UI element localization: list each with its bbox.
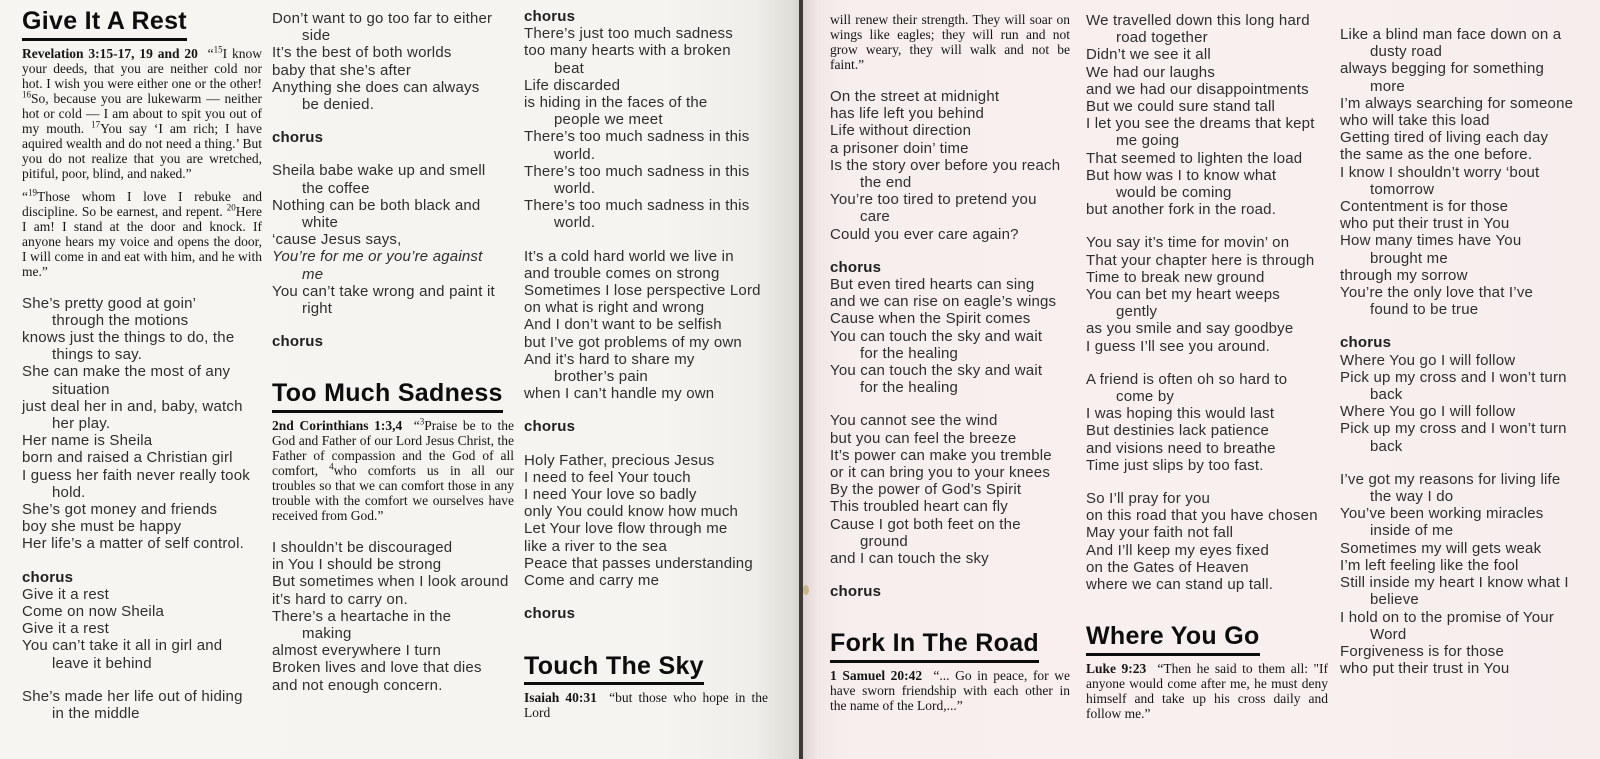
lyric-line: who put their trust in You: [1340, 660, 1510, 678]
lyric-line: on the Gates of Heaven: [1086, 558, 1249, 576]
lyric-line: I was hoping this would last: [1086, 405, 1275, 423]
song-title: [272, 380, 514, 413]
stanza: [272, 539, 514, 694]
lyric-line: Contentment is for those: [1340, 198, 1509, 216]
stanza: [22, 688, 262, 722]
lyric-line: hold.: [52, 483, 86, 501]
lyric-line: and visions need to breathe: [1086, 439, 1276, 457]
lyric-line: Cause when the Spirit comes: [830, 310, 1031, 328]
lyric-line: Don’t want to go too far to either: [272, 10, 493, 27]
lyric-line: world.: [554, 214, 596, 232]
stanza: [1340, 471, 1590, 677]
scripture-paragraph: [1086, 661, 1328, 721]
chorus-label: chorus: [1340, 334, 1392, 352]
scripture-reference: 2nd Corinthians 1:3,4: [272, 417, 403, 433]
page-fold-gutter: [799, 0, 803, 759]
lyric-line: through my sorrow: [1340, 266, 1468, 284]
lyric-line: believe: [1370, 591, 1419, 609]
lyric-line: You can’t take it all in girl and: [22, 637, 223, 655]
lyric-line: or it can bring you to your knees: [830, 464, 1051, 482]
stanza: [524, 25, 768, 231]
stanza: [1086, 371, 1328, 474]
chorus-label: chorus: [524, 605, 576, 623]
lyric-line: the end: [860, 174, 912, 192]
lyric-line: Where You go I will follow: [1340, 351, 1516, 369]
lyric-line: So I’ll pray for you: [1086, 490, 1211, 508]
lyric-line: dusty road: [1370, 43, 1443, 61]
lyrics-column-5: [1086, 12, 1328, 729]
song-title-text: Too Much Sadness: [272, 380, 503, 413]
lyric-line: for the healing: [860, 379, 959, 397]
lyric-line: I’m left feeling like the fool: [1340, 556, 1519, 574]
scripture-text: “$^{15}$I know your deeds, that you are neither cold nor hot. I wish you were either one or the other! $^{16}$So, because you are lukewarm — neither hot or cold — I am about to spit you out of my mouth. $^{17}$You say ‘I am rich; I have aquired wealth and do not need a thing.’ But you do not realize that you are wretched, pitiful, poor, blind, and naked.”: [22, 44, 262, 181]
lyric-line: as you smile and say goodbye: [1086, 320, 1294, 338]
lyric-line: when I can’t handle my own: [524, 385, 715, 403]
lyric-line: Getting tired of living each day: [1340, 129, 1549, 147]
lyric-line: I need to feel Your touch: [524, 468, 691, 486]
lyric-line: inside of me: [1370, 522, 1454, 540]
scripture-text: “... Go in peace, for we have sworn friendship with each other in the name of the Lord,...”: [830, 667, 1071, 713]
chorus-label: chorus: [524, 8, 576, 25]
lyric-line: But how was I to know what: [1086, 166, 1277, 184]
lyric-line: She’s got money and friends: [22, 500, 218, 518]
lyric-line: but another fork in the road.: [1086, 201, 1277, 219]
lyric-line: It’s a cold hard world we live in: [524, 247, 734, 265]
scripture-reference: 1 Samuel 20:42: [830, 667, 923, 683]
lyric-line: There’s too much sadness in this: [524, 197, 750, 215]
lyric-line: almost everywhere I turn: [272, 642, 442, 660]
lyric-line: This troubled heart can fly: [830, 498, 1008, 516]
song-title-text: Give It A Rest: [22, 8, 187, 41]
lyric-line: But we could sure stand tall: [1086, 98, 1276, 116]
lyric-line: Anything she does can always: [272, 78, 480, 96]
stanza: [22, 586, 262, 672]
stanza: [830, 88, 1070, 243]
lyric-line: Still inside my heart I know what I: [1340, 574, 1569, 592]
lyric-line: world.: [554, 145, 596, 163]
lyric-line: for the healing: [860, 344, 959, 362]
lyric-line: leave it behind: [52, 654, 152, 672]
lyric-line: the way I do: [1370, 488, 1454, 506]
song-title-text: Touch The Sky: [524, 653, 704, 686]
lyrics-column-4: [830, 12, 1070, 721]
stanza: [1340, 352, 1590, 455]
lyric-line: and I can touch the sky: [830, 550, 989, 568]
lyric-line: Let Your love flow through me: [524, 520, 728, 538]
lyric-line: Could you ever care again?: [830, 225, 1019, 243]
stanza: [1086, 12, 1328, 218]
lyric-line: I’m always searching for someone: [1340, 94, 1574, 112]
lyric-line: You can touch the sky and wait: [830, 362, 1043, 380]
lyric-line: knows just the things to do, the: [22, 328, 235, 346]
lyric-line: You cannot see the wind: [830, 412, 998, 430]
lyric-line: It’s the best of both worlds: [272, 44, 452, 62]
lyric-line: right: [302, 300, 333, 318]
scripture-text: will renew their strength. They will soar on wings like eagles; they will run and not grow weary, they will walk and not be faint.”: [830, 12, 1070, 72]
stanza: [830, 412, 1070, 567]
lyric-line: always begging for something: [1340, 60, 1545, 78]
scripture-paragraph: [524, 690, 768, 720]
scripture-paragraph: [830, 668, 1070, 713]
lyric-line: things to say.: [52, 346, 143, 364]
lyric-line: brought me: [1370, 249, 1448, 267]
scripture-text: “$^{19}$Those whom I love I rebuke and discipline. So be earnest, and repent. $^{20}$Here I am! I stand at the door and knock. If anyone hears my voice and opens the door, I will come in and eat with him, and he with me.”: [22, 187, 262, 279]
lyric-line: too many hearts with a broken: [524, 42, 731, 60]
lyric-line: is hiding in the faces of the: [524, 94, 708, 112]
lyric-line: There’s too much sadness in this: [524, 128, 750, 146]
song-title: [1086, 623, 1328, 656]
lyric-line: beat: [554, 59, 584, 77]
lyric-line: But even tired hearts can sing: [830, 276, 1035, 294]
stanza: [524, 452, 768, 590]
scripture-reference: Isaiah 40:31: [524, 690, 597, 705]
lyric-line: road together: [1116, 29, 1208, 47]
lyric-line: Holy Father, precious Jesus: [524, 451, 715, 469]
lyric-line: back: [1370, 437, 1403, 455]
lyric-line: where we can stand up tall.: [1086, 576, 1274, 594]
lyric-line: There’s too much sadness in this: [524, 162, 750, 180]
lyric-line: and we had our disappointments: [1086, 80, 1309, 98]
lyric-line: You can touch the sky and wait: [830, 327, 1043, 345]
lyric-line: Life without direction: [830, 122, 972, 140]
stanza: [1086, 490, 1328, 593]
stanza: [524, 248, 768, 403]
lyric-line: I know I shouldn’t worry ‘bout: [1340, 163, 1540, 181]
lyric-line: Broken lives and love that dies: [272, 659, 482, 677]
lyric-line: Nothing can be both black and: [272, 196, 481, 214]
lyric-line: the coffee: [302, 179, 370, 197]
lyric-line: her play.: [52, 414, 111, 432]
lyric-line: but I’ve got problems of my own: [524, 333, 742, 351]
song-title: [830, 630, 1070, 663]
lyric-line: Word: [1370, 625, 1407, 643]
lyric-line: Her life’s a matter of self control.: [22, 535, 245, 553]
lyric-line: situation: [52, 380, 110, 398]
lyric-line: Is the story over before you reach: [830, 156, 1061, 174]
lyric-line: Time just slips by too fast.: [1086, 456, 1264, 474]
lyric-line: On the street at midnight: [830, 88, 1000, 105]
stanza: [272, 10, 514, 113]
lyric-line: Pick up my cross and I won’t turn: [1340, 368, 1567, 386]
lyric-line: found to be true: [1370, 301, 1479, 319]
song-title: [22, 8, 262, 41]
stanza: [830, 276, 1070, 396]
lyric-line: There’s just too much sadness: [524, 25, 733, 43]
scripture-paragraph: [22, 189, 262, 279]
lyric-line: gently: [1116, 303, 1158, 321]
lyric-line: on what is right and wrong: [524, 299, 705, 317]
lyric-line: May your faith not fall: [1086, 524, 1234, 542]
lyric-line: it’s hard to carry on.: [272, 590, 408, 608]
lyric-line: Where You go I will follow: [1340, 403, 1516, 421]
lyric-line: has life left you behind: [830, 105, 985, 123]
paper-speck: [803, 585, 809, 595]
lyric-line: You’re too tired to pretend you: [830, 191, 1037, 209]
lyric-line: be denied.: [302, 96, 375, 114]
chorus-label: chorus: [524, 418, 576, 436]
lyric-line: like a river to the sea: [524, 537, 667, 555]
lyric-line: and not enough concern.: [272, 676, 443, 694]
lyric-line: side: [302, 27, 331, 45]
lyric-line: You say it’s time for movin’ on: [1086, 234, 1290, 252]
lyric-line: You’re for me or you’re against: [272, 248, 483, 266]
lyric-line: who put their trust in You: [1340, 215, 1510, 233]
lyrics-column-1: [22, 8, 262, 722]
song-title: [524, 653, 768, 686]
chorus-label: chorus: [830, 583, 882, 601]
scripture-paragraph: [830, 12, 1070, 72]
lyric-line: Pick up my cross and I won’t turn: [1340, 420, 1567, 438]
song-title-text: Where You Go: [1086, 623, 1260, 656]
stanza: [22, 295, 262, 553]
scripture-reference: Revelation 3:15-17, 19 and 20: [22, 45, 198, 61]
lyric-line: the same as the one before.: [1340, 146, 1533, 164]
chorus-label: chorus: [272, 129, 324, 147]
lyric-line: boy she must be happy: [22, 518, 182, 536]
lyric-line: ‘cause Jesus says,: [272, 231, 402, 249]
lyric-line: on this road that you have chosen: [1086, 507, 1318, 525]
lyric-line: I shouldn’t be discouraged: [272, 538, 453, 556]
lyric-line: And I’ll keep my eyes fixed: [1086, 541, 1269, 559]
lyric-line: Her name is Sheila: [22, 432, 153, 450]
lyric-line: and trouble comes on strong: [524, 264, 720, 282]
lyric-line: She’s pretty good at goin’: [22, 294, 197, 312]
lyric-line: care: [860, 208, 890, 226]
scripture-text: “but those who hope in the Lord: [524, 690, 768, 720]
scripture-text: “Then he said to them all: "If anyone would come after me, he must deny himself and take up his cross daily and follow me.”: [1086, 660, 1328, 721]
lyric-line: But sometimes when I look around: [272, 573, 509, 591]
lyric-line: But destinies lack patience: [1086, 422, 1270, 440]
stanza: [1086, 234, 1328, 354]
lyric-line: a prisoner doin’ time: [830, 139, 969, 157]
lyric-line: She can make the most of any: [22, 363, 231, 381]
chorus-label: chorus: [830, 258, 882, 276]
lyric-line: come by: [1116, 388, 1175, 406]
lyric-line: Sometimes I lose perspective Lord: [524, 282, 761, 300]
lyric-line: I let you see the dreams that kept: [1086, 115, 1315, 133]
lyrics-column-2: [272, 10, 514, 694]
lyric-line: in You I should be strong: [272, 556, 442, 574]
lyric-line: Sheila babe wake up and smell: [272, 162, 486, 180]
lyric-line: tomorrow: [1370, 180, 1435, 198]
lyric-line: Come and carry me: [524, 572, 660, 590]
lyric-line: only You could know how much: [524, 503, 739, 521]
lyric-line: I guess her faith never really took: [22, 466, 250, 484]
lyric-line: We had our laughs: [1086, 63, 1216, 81]
lyric-line: You’ve been working miracles: [1340, 505, 1544, 523]
lyric-line: making: [302, 624, 352, 642]
lyric-line: And I don’t want to be selfish: [524, 316, 722, 334]
lyric-line: ground: [860, 532, 908, 550]
lyric-line: me: [302, 265, 324, 283]
lyric-line: How many times have You: [1340, 232, 1522, 250]
chorus-label: chorus: [272, 333, 324, 351]
lyric-line: Life discarded: [524, 76, 621, 94]
lyric-line: Come on now Sheila: [22, 602, 165, 620]
lyric-line: people we meet: [554, 111, 663, 129]
lyric-line: You can bet my heart weeps: [1086, 286, 1280, 304]
lyric-line: born and raised a Christian girl: [22, 449, 233, 467]
scripture-reference: Luke 9:23: [1086, 660, 1147, 676]
stanza: [272, 162, 514, 317]
lyric-line: but you can feel the breeze: [830, 429, 1017, 447]
scripture-text: “$^3$Praise be to the God and Father of our Lord Jesus Christ, the Father of compassion and the God of all comfort, $^4$who comforts us in all our troubles so that we can comfort those in any trouble with the comfort we ourselves have received from God.”: [272, 416, 514, 523]
lyric-line: who will take this load: [1340, 112, 1490, 130]
lyric-line: back: [1370, 386, 1403, 404]
lyric-line: It’s power can make you tremble: [830, 446, 1052, 464]
lyric-line: just deal her in and, baby, watch: [22, 397, 243, 415]
lyric-line: That your chapter here is through: [1086, 251, 1315, 269]
lyric-line: You’re the only love that I’ve: [1340, 284, 1534, 302]
chorus-label: chorus: [22, 568, 74, 586]
lyrics-column-6: [1340, 26, 1590, 677]
lyric-line: through the motions: [52, 311, 189, 329]
lyric-line: Sometimes my will gets weak: [1340, 539, 1542, 557]
lyric-line: Peace that passes understanding: [524, 554, 753, 572]
lyric-line: A friend is often oh so hard to: [1086, 370, 1288, 388]
lyric-line: She’s made her life out of hiding: [22, 687, 243, 705]
lyric-line: You can’t take wrong and paint it: [272, 282, 495, 300]
lyric-line: There’s a heartache in the: [272, 607, 452, 625]
lyric-line: would be coming: [1116, 184, 1232, 202]
lyric-line: Didn’t we see it all: [1086, 46, 1211, 64]
scripture-paragraph: [272, 418, 514, 523]
lyric-line: I hold on to the promise of Your: [1340, 608, 1555, 626]
lyric-line: brother’s pain: [554, 368, 648, 386]
scripture-paragraph: [22, 46, 262, 181]
stanza: [1340, 26, 1590, 318]
lyric-line: Cause I got both feet on the: [830, 515, 1021, 533]
lyric-line: And it’s hard to share my: [524, 350, 695, 368]
lyric-line: me going: [1116, 132, 1180, 150]
song-title-text: Fork In The Road: [830, 630, 1039, 663]
lyric-line: I’ve got my reasons for living life: [1340, 470, 1561, 488]
lyric-line: Forgiveness is for those: [1340, 642, 1505, 660]
lyric-line: Give it a rest: [22, 585, 109, 603]
lyric-line: baby that she’s after: [272, 61, 412, 79]
lyric-line: That seemed to lighten the load: [1086, 149, 1303, 167]
lyric-line: more: [1370, 77, 1405, 95]
lyric-line: Time to break new ground: [1086, 268, 1265, 286]
lyric-line: world.: [554, 180, 596, 198]
lyric-line: in the middle: [52, 704, 140, 722]
lyric-line: and we can rise on eagle’s wings: [830, 293, 1057, 311]
lyric-line: By the power of God’s Spirit: [830, 481, 1022, 499]
lyric-line: I guess I’ll see you around.: [1086, 337, 1271, 355]
lyric-line: We travelled down this long hard: [1086, 12, 1310, 29]
lyric-line: I need Your love so badly: [524, 486, 697, 504]
lyric-line: Give it a rest: [22, 620, 109, 638]
lyric-line: Like a blind man face down on a: [1340, 26, 1562, 43]
lyric-line: white: [302, 214, 339, 232]
lyrics-column-3: [524, 8, 768, 728]
